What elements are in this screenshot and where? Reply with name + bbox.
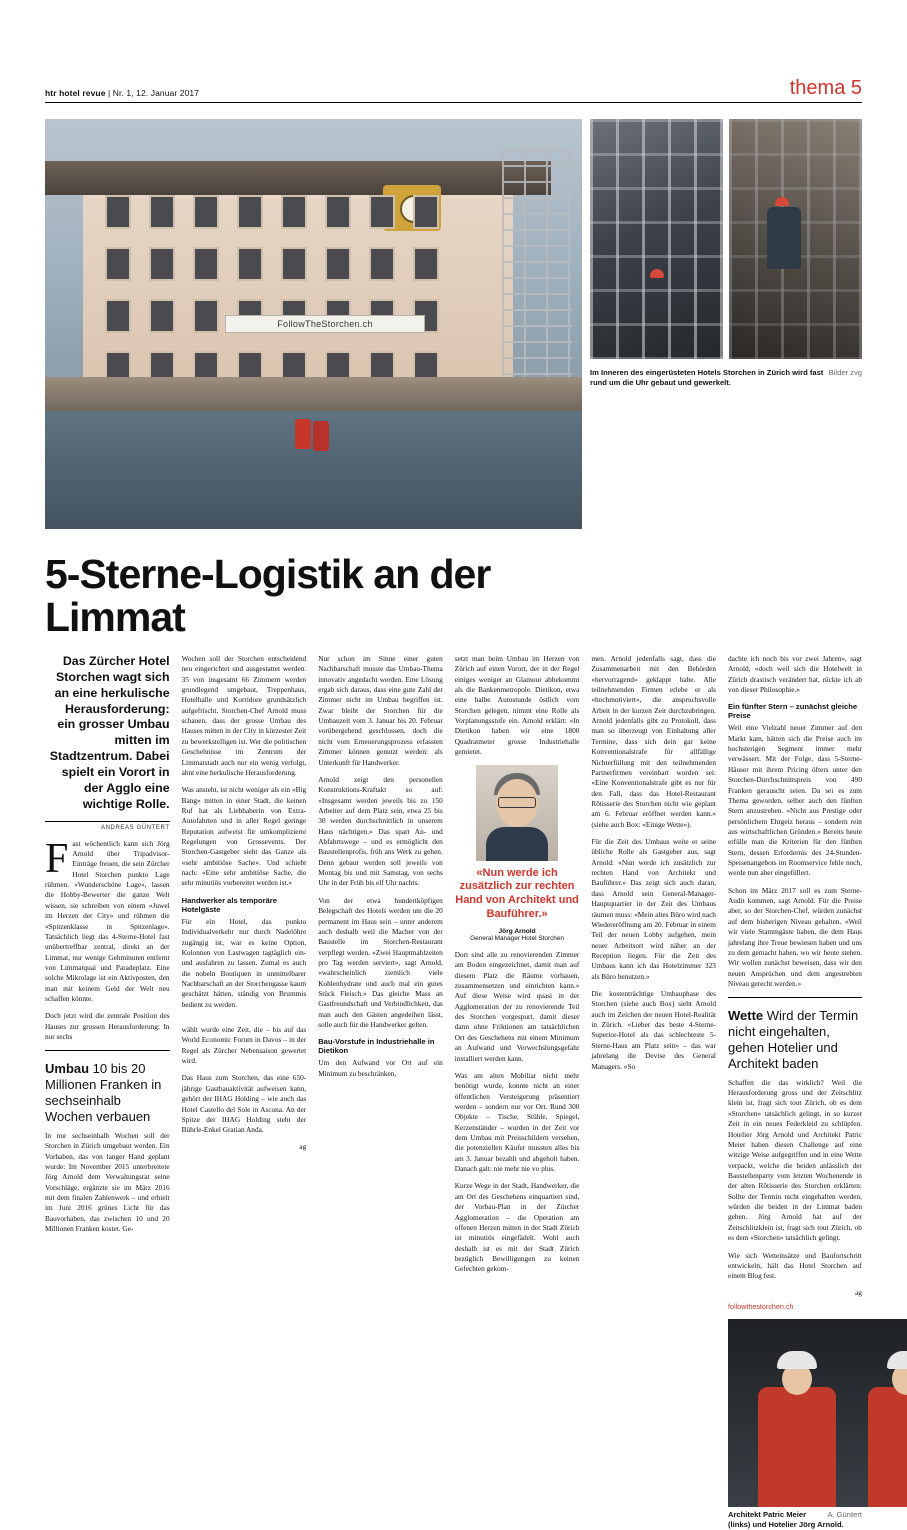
author-initials: ag bbox=[855, 1288, 862, 1297]
section-heading-wette bbox=[728, 1008, 862, 1071]
main-photo-hotel-storchen bbox=[45, 119, 582, 529]
paragraph: Für ein Hotel, das punkto Individualverkehr nur durch Nadelöhre zugängig ist, war es keine Option, Kolonnen von Lastwagen tagtäglich ein- und ausfahren zu lassen. Zumal es auch die nobeln Boutiquen in unmittelbarer Nachbarschaft an der Storchengasse kaum geschätzt hätten, ständig von Brummis bedient zu werden. bbox=[181, 916, 307, 1009]
masthead bbox=[45, 0, 862, 98]
side-photos bbox=[590, 119, 862, 359]
worker-figure bbox=[313, 421, 329, 451]
photo-interior-scaffolding bbox=[590, 119, 723, 359]
paragraph: Wie sich Wetteinsätze und Baufortschritt entwickeln, hält das Hotel Storchen auf einem Blog fest. bbox=[727, 1250, 862, 1281]
worker-figure bbox=[767, 207, 801, 269]
headline-block bbox=[45, 529, 582, 640]
person-hotelier bbox=[868, 1387, 907, 1507]
article-top bbox=[45, 529, 862, 640]
section-heading-rest: 10 bis 20 Millionen Franken in sechseinhalb Wochen verbauen bbox=[45, 1061, 162, 1125]
paragraph: men. Arnold jedenfalls sagt, dass die Zusammenarbeit mit den Behörden «hervorragend» geklappt habe. Alle teilnehmenden Firmen erlebe er als «hochmotiviert», die anspruchsvolle Arbeit in der kurzen Zeit durchzubringen. Arnold jedenfalls gibt zu Protokoll, dass man so überzeugt von Einhaltung aller Termine, dass sich dein gar keine Konventionalstrafe für allfällige Nichterfüllung mit den teilnehmenden Partnerfirmen vereinbart worden sei: «Eine Konventionalstrafe gibt es nur für den Fall, dass das Hotel-Restaurant Rôtisserie des Storchen nicht wie geplant am 6. Februar eröffnet werden kann.» (siehe auch Box: «Einige Wette»). bbox=[591, 653, 716, 829]
column-3 bbox=[318, 654, 443, 1530]
worker-figure bbox=[295, 419, 311, 449]
section-heading-umbau bbox=[45, 1061, 170, 1124]
page-title: 5-Sterne-Logistik an der Limmat bbox=[45, 551, 491, 641]
section-divider bbox=[45, 1050, 170, 1051]
paragraph: Was ansteht, ist nicht weniger als ein «Big Bang» mitten in einer Stadt, die keinen Ruf hat als Liebhaberin von Extra-Autofahrten und in aller Regel geringe Reputation aufweist für umkomplizierte Regelungen von Grossevents. Der Storchen-Gastgeber sieht das Ganze als «sehr ambitiöse Sache». Und schiebt nach: «Eine sehr ambitiöse Sache, die sehr minutiös vorbereitet werden ist.» bbox=[181, 785, 307, 888]
bottom-photo-architect-hotelier bbox=[728, 1319, 907, 1507]
paragraph: Schaffen die das wirklich? Weil die Herausforderung gross und der Zeitschlitz klein ist, fragt sich tout Zürich, ob es dem «Storchen» tatsächlich gelingt, in so kurzer Zeit in ein neues Federkleid zu schlüpfen. Hotelier Jörg Arnold und Architekt Patric Meier haben diesen Challenge auf eine witzige Weise aufgegriffen und in eine Wette verpackt, welche die beiden anlässlich der Baustellenparty vom letzten Wochenende in der alten Rôtisserie des Storchen erklärten: Sollte der Termin nicht eingehalten werden, würden die beiden in der Limmat baden gehen. Jörg Arnold hat auf der Zeitschlitzklein ist, fragt sich tout Zürich, ob es dem «Storchen» tatsächlich gelingt. bbox=[727, 1077, 862, 1243]
caption-text: Im Inneren des eingerüsteten Hotels Storchen in Zürich wird fast rund um die Uhr gebaut und gewerkelt. bbox=[590, 368, 824, 388]
quay bbox=[45, 377, 582, 411]
paragraph: Schon im März 2017 soll es zum Sterne-Audit kommen, sagt Arnold. Für die Preise aber, so der Storchen-Chef, würden zunächst auf dem bisherigen Niveau gehalten. «Weil wir viele Stammgäste haben, die dem Haus jahrelang ihre Treue bewiesen haben und uns zu dem gemacht haben, wo wir heute stehen. Wir wollen zunächst beweisen, dass wir den neuen Ansprüchen und dem angestrebten Niveau gerecht werden.» bbox=[727, 885, 862, 988]
shirt bbox=[486, 827, 548, 861]
pull-quote bbox=[455, 765, 580, 942]
paragraph: dachte ich noch bis vor zwei Jahren», sagt Arnold, «doch weil sich die Hotelwelt in Zürich drastisch verändert hat, rückte ich ab von dieser Philosophie.» bbox=[727, 653, 862, 694]
photo-construction-worker bbox=[729, 119, 862, 359]
side-photo-column bbox=[590, 119, 862, 529]
byline: ANDREAS GÜNTERT bbox=[45, 821, 170, 831]
photo-credit: A. Güntert bbox=[827, 1509, 862, 1519]
author-initials: ag bbox=[299, 1142, 307, 1151]
paragraph: Was am alten Mobiliar nicht mehr benötigt wurde, konnte nicht an einer öffentlichen Versteigerung präsentiert werden – sondern nur vor Ort. Rund 300 Objekte – Tische, Stühle, Spiegel, Kerzenständer – wurden in der Zeit vor dem Umbau mit Preisschildern versehen, die potenziellen Käufer mussten alles bis am 3. Januar bezahlt und abgeholt haben. Danach galt: nie mehr nie vo plus. bbox=[454, 1070, 580, 1174]
subheading: Ein fünfter Stern – zunächst gleiche Preise bbox=[727, 702, 858, 721]
paragraph: Das Haus zum Storchen, das eine 650-jährige Gastbauaktivität aufweisen kann, gehört der IHAG Holding – wie auch das Hotel Castello del Sole in Ascona. An der Spitze der IHAG Holding steht der Bührle-Enkel Gratian Anda. bbox=[181, 1073, 307, 1135]
column-5 bbox=[591, 654, 716, 1530]
photo-credit: Bilder zvg bbox=[828, 368, 862, 377]
blog-link[interactable]: followthestorchen.ch bbox=[727, 1301, 794, 1311]
section-heading-keyword: Umbau bbox=[45, 1061, 90, 1077]
section-heading-rest: Wird der Termin nicht eingehalten, gehen Hotelier und Architekt baden bbox=[727, 1008, 859, 1071]
hard-hat-icon bbox=[650, 269, 664, 278]
pull-quote-text: «Nun werde ich zusätzlich zur rechten Hand von Architekt und Bauführer.» bbox=[455, 866, 579, 921]
article-columns bbox=[45, 654, 862, 1530]
scaffolding bbox=[590, 119, 723, 359]
pull-quote-role: General Manager Hotel Storchen bbox=[470, 934, 564, 942]
subheading: Handwerker als temporäre Hotelgäste bbox=[181, 895, 277, 914]
paragraph: setzt man beim Umbau im Herzen von Zürich auf einen Vorort, der in der Regel einiges weniger an Glamour abbekommt als die Bankenmetropole. Dietikon, etwa eine halbe Autostunde östlich vom Storchen gelegen, nimmt eine Rolle als Vorplanungsstufe ein. Arnold erklärt: «In Dietikon haben wir eine 1800 Quadratmeter grosse Industriehalle gemietet. bbox=[454, 653, 580, 757]
paragraph: Die kostenträchtige Umbauphase des Storchen (siehe auch Box) sieht Arnold auch im Zeichen der neuen Hotel-Realität in Zürich. «Lieber das beste 4-Sterne-Superior-Hotel als das schlechteste 5-Sterne-Haus am Platz sein» – das war jahrelang die Devise des General Managers. «So bbox=[591, 989, 716, 1071]
paragraph: Kurze Wege in der Stadt, Handwerker, die am Ort des Geschehens einquartiert sind, der Vorbau-Plan in der Zürcher Agglomeration – die Operation am offenen Herzen mitten in der Stadt Zürich ist minutiös eingefädelt. Wohl auch deshalb ist es mit der Stadt Zürich bezüglich Bewilligungen zu keinen Gefechten gekom- bbox=[454, 1181, 580, 1274]
side-photo-caption bbox=[590, 365, 862, 388]
column-2 bbox=[182, 654, 307, 1530]
hotel-banner-sign: FollowTheStorchen.ch bbox=[225, 315, 425, 333]
paragraph: wählt wurde eine Zeit, die – bis auf das World Economic Forum in Davos – in der Regel als Zürcher Nebensaison gewertet wird. bbox=[181, 1025, 307, 1066]
glasses-icon bbox=[498, 797, 536, 808]
subheading: Bau-Vorstufe in Industriehalle in Dietikon bbox=[318, 1037, 435, 1056]
column-1 bbox=[45, 654, 170, 1530]
bottom-photo-caption bbox=[728, 1507, 862, 1530]
person-architect bbox=[758, 1387, 836, 1507]
issue-info: | Nr. 1, 12. Januar 2017 bbox=[105, 88, 200, 98]
paragraph: Arnold zeigt den personellen Konstruktions-Kraftakt so auf: «Insgesamt werden jeweils bis zu 150 Arbeiter auf dem Platz sein, etwa 25 bis 30 werden durchschnittlich in unserem Haus nächtigen.» Das spart An- und Abfahrtswege – und es ermöglicht den Baustellenprofis, früh ans Werk zu gehen. Denn gebaut werden soll jeweils von Montag bis und mit Samstag, von sechs Uhr in der Früh bis elf Uhr nachts. bbox=[318, 774, 443, 888]
portrait-joerg-arnold bbox=[476, 765, 558, 861]
hard-hat-icon bbox=[887, 1351, 907, 1369]
paragraph: Um den Aufwand vor Ort auf ein Minimum zu beschränken, bbox=[318, 1058, 443, 1078]
paragraph: Nur schon im Sinne einer guten Nachbarschaft musste das Umbau-Thema innovativ angedacht werden. Eine Lösung ergab sich daraus, dass eine gute Zahl der Zimmer nicht im Umbau begriffen ist. Zwar bleibt der Storchen für die Umbauzeit vom 3. Januar bis 20. Februar vorübergehend geschlossen, doch die nicht vom Erneuerungsprozess erfassten Zimmer können genutzt werden: als Unterkunft für Handwerker. bbox=[318, 653, 443, 767]
article-lede: Das Zürcher Hotel Storchen wagt sich an eine herkulische Herausforderung: ein grosser Umbau mitten im Stadtzentrum. Dabei spielt ein Vorort in der Agglo eine wichtige Rolle. bbox=[49, 653, 170, 811]
section-heading-keyword: Wette bbox=[727, 1008, 764, 1024]
paragraph: Dort sind alle zu renovierenden Zimmer am Boden eingezeichnet, damit man auf diesem Platz die Räume vorbauen, zusammensetzen und einrichten kann.» Auf diese Weise wird quasi in der Agglomeration der zu renovierende Teil des Storchen vorgespurt, damit dieser dann ohne Friktionen am tatsächlichen Ort des Geschehens mit einem Minimum an Aufwand und Verwechslungsgefahr installiert werden kann. bbox=[454, 949, 580, 1063]
column-4 bbox=[455, 654, 580, 1530]
caption-text: Architekt Patric Meier (links) und Hotelier Jörg Arnold. bbox=[727, 1509, 844, 1529]
hard-hat-icon bbox=[777, 1351, 817, 1369]
column-6 bbox=[728, 654, 862, 1530]
pull-quote-name: Jörg Arnold bbox=[498, 927, 536, 935]
publication-name: htr hotel revue bbox=[45, 88, 106, 98]
header-divider bbox=[45, 102, 862, 103]
paragraph: Weil eine Vielzahl neuer Zimmer auf den Markt kam, hätten sich die Preise auch im hochsterigen Segment immer mehr verwässert. Mit der Folge, dass 5-Sterne-Häuser mit ihrem Pricing öfters unter den Storchen-Durchschnittspreis von 490 Franken gerauscht seien. Da sei es zum Thema geworden, selber auch den fünften Stern anzustreben. «Nicht aus Prestige oder persönlichem Ehrgeiz heraus – sondern rein aus wirtschaftlichen Gründen.» Bereits heute erfülle man die Kriterien für den fünften Stern, dessen Erfordernis des 24-Stunden-Speisenangebots im Roomservice fehle noch, werde nun aber eingefüllert. bbox=[727, 723, 862, 878]
paragraph: Fast wöchentlich kann sich Jörg Arnold über Tripadvisor-Einträge freuen, die sein Zürcher Hotel Storchen punkto Lage rühmen. «Wunderschöne Lage», lassen die Hobby-Bewerter die ganze Welt wissen, sie schreiben von einem «Juwel im Herzen der City» und rühmen die «Spitzenklasse in Spitzenlage». Tatsächlich liegt das 4-Sterne-Hotel fast unübertreffbar zentral, direkt an der Limmat, nur wenige Gehminuten entfernt von Limmatquai und Paradeplatz. Eine solche Mikrolage ist ein Aktivposten, den man mit keinem Geld der Welt neu schaffen könnte. bbox=[45, 835, 170, 1004]
hotel-building bbox=[83, 161, 513, 411]
paragraph: Doch jetzt wird die zentrale Position des Hauses zur grossen Herausforderung: In nur sechs bbox=[45, 1011, 170, 1042]
hard-hat-icon bbox=[775, 197, 789, 206]
masthead-left bbox=[45, 88, 199, 98]
section-divider bbox=[728, 997, 862, 998]
paragraph: Von der etwa hundertköpfigen Belegschaft des Hotels werden um die 20 permanent im Haus sein – unter anderem auch deshalb weil die Macher von der Baustelle im Storchen-Restaurant verpflegt werden. «Zwei Hauptmahlzeiten pro Tag werden serviert», sagt Arnold, «wahrscheinlich ziemlich viele Kohlenhydrate und auch mal ein gutes Stück Fleisch.» Das gleiche Mass an Gastfreundschaft und Verbindlichkeit, das man auch den Gästen angedeihen lässt, solle auch für die Handwerker gelten. bbox=[318, 895, 443, 1030]
photo-row bbox=[45, 119, 862, 529]
section-title: thema 5 bbox=[789, 77, 862, 99]
paragraph: In nur sechseinhalb Wochen soll der Storchen in Zürich umgebaut werden. Ein Vorhaben, das von langer Hand geplant wurde: Im November 2015 unterbreitete Jörg Arnold dem Verwaltungsrat seine Vorschläge, ergänzte sie im März 2016 mit dem finalen Zahlenwerk – und erhielt im Juni 2016 grünes Licht für das Bauvorhaben, das zwischen 10 und 20 Millionen Franken kostet. Ge- bbox=[45, 1130, 170, 1234]
paragraph: Wochen soll der Storchen entscheidend neu eingerichtet und ausgestattet werden. 35 von insgesamt 66 Zimmern werden grundlegend umgebaut, Treppenhaus, Hotelhalle und Korridore grundsätzlich aufgefrischt. Storchen-Chef Arnold muss schauen, dass der grosse Umbau des Hauses mitten in der City in kürzester Zeit zu bewerkstelligen ist. Wer die politischen Geschehnisse im Zentrum der Limmatstadt auch nur ein wenig verfolgt, ahnt eine herkulische Herausforderung. bbox=[181, 653, 307, 777]
paragraph: Für die Zeit des Umbaus weite er seine übliche Rolle als Gastgeber aus, sagt Arnold: «Nun werde ich zusätzlich zur rechten Hand von Architekt und Bauführer.» Das zeigt sich auch daran, dass Arnold sein General-Manager-Hauptquartier in der Zeit des Umbaus räumen muss: «Mein altes Büro wird nach Wiedereröffnung am 20. Februar in einem Teil der neuen Lobby aufgehen, mein neuer Arbeitsort wird näher an der Reception liegen. Für die Zeit des Umbaus kann ich das Hotelzimmer 323 als Büro benutzen.» bbox=[591, 837, 716, 981]
